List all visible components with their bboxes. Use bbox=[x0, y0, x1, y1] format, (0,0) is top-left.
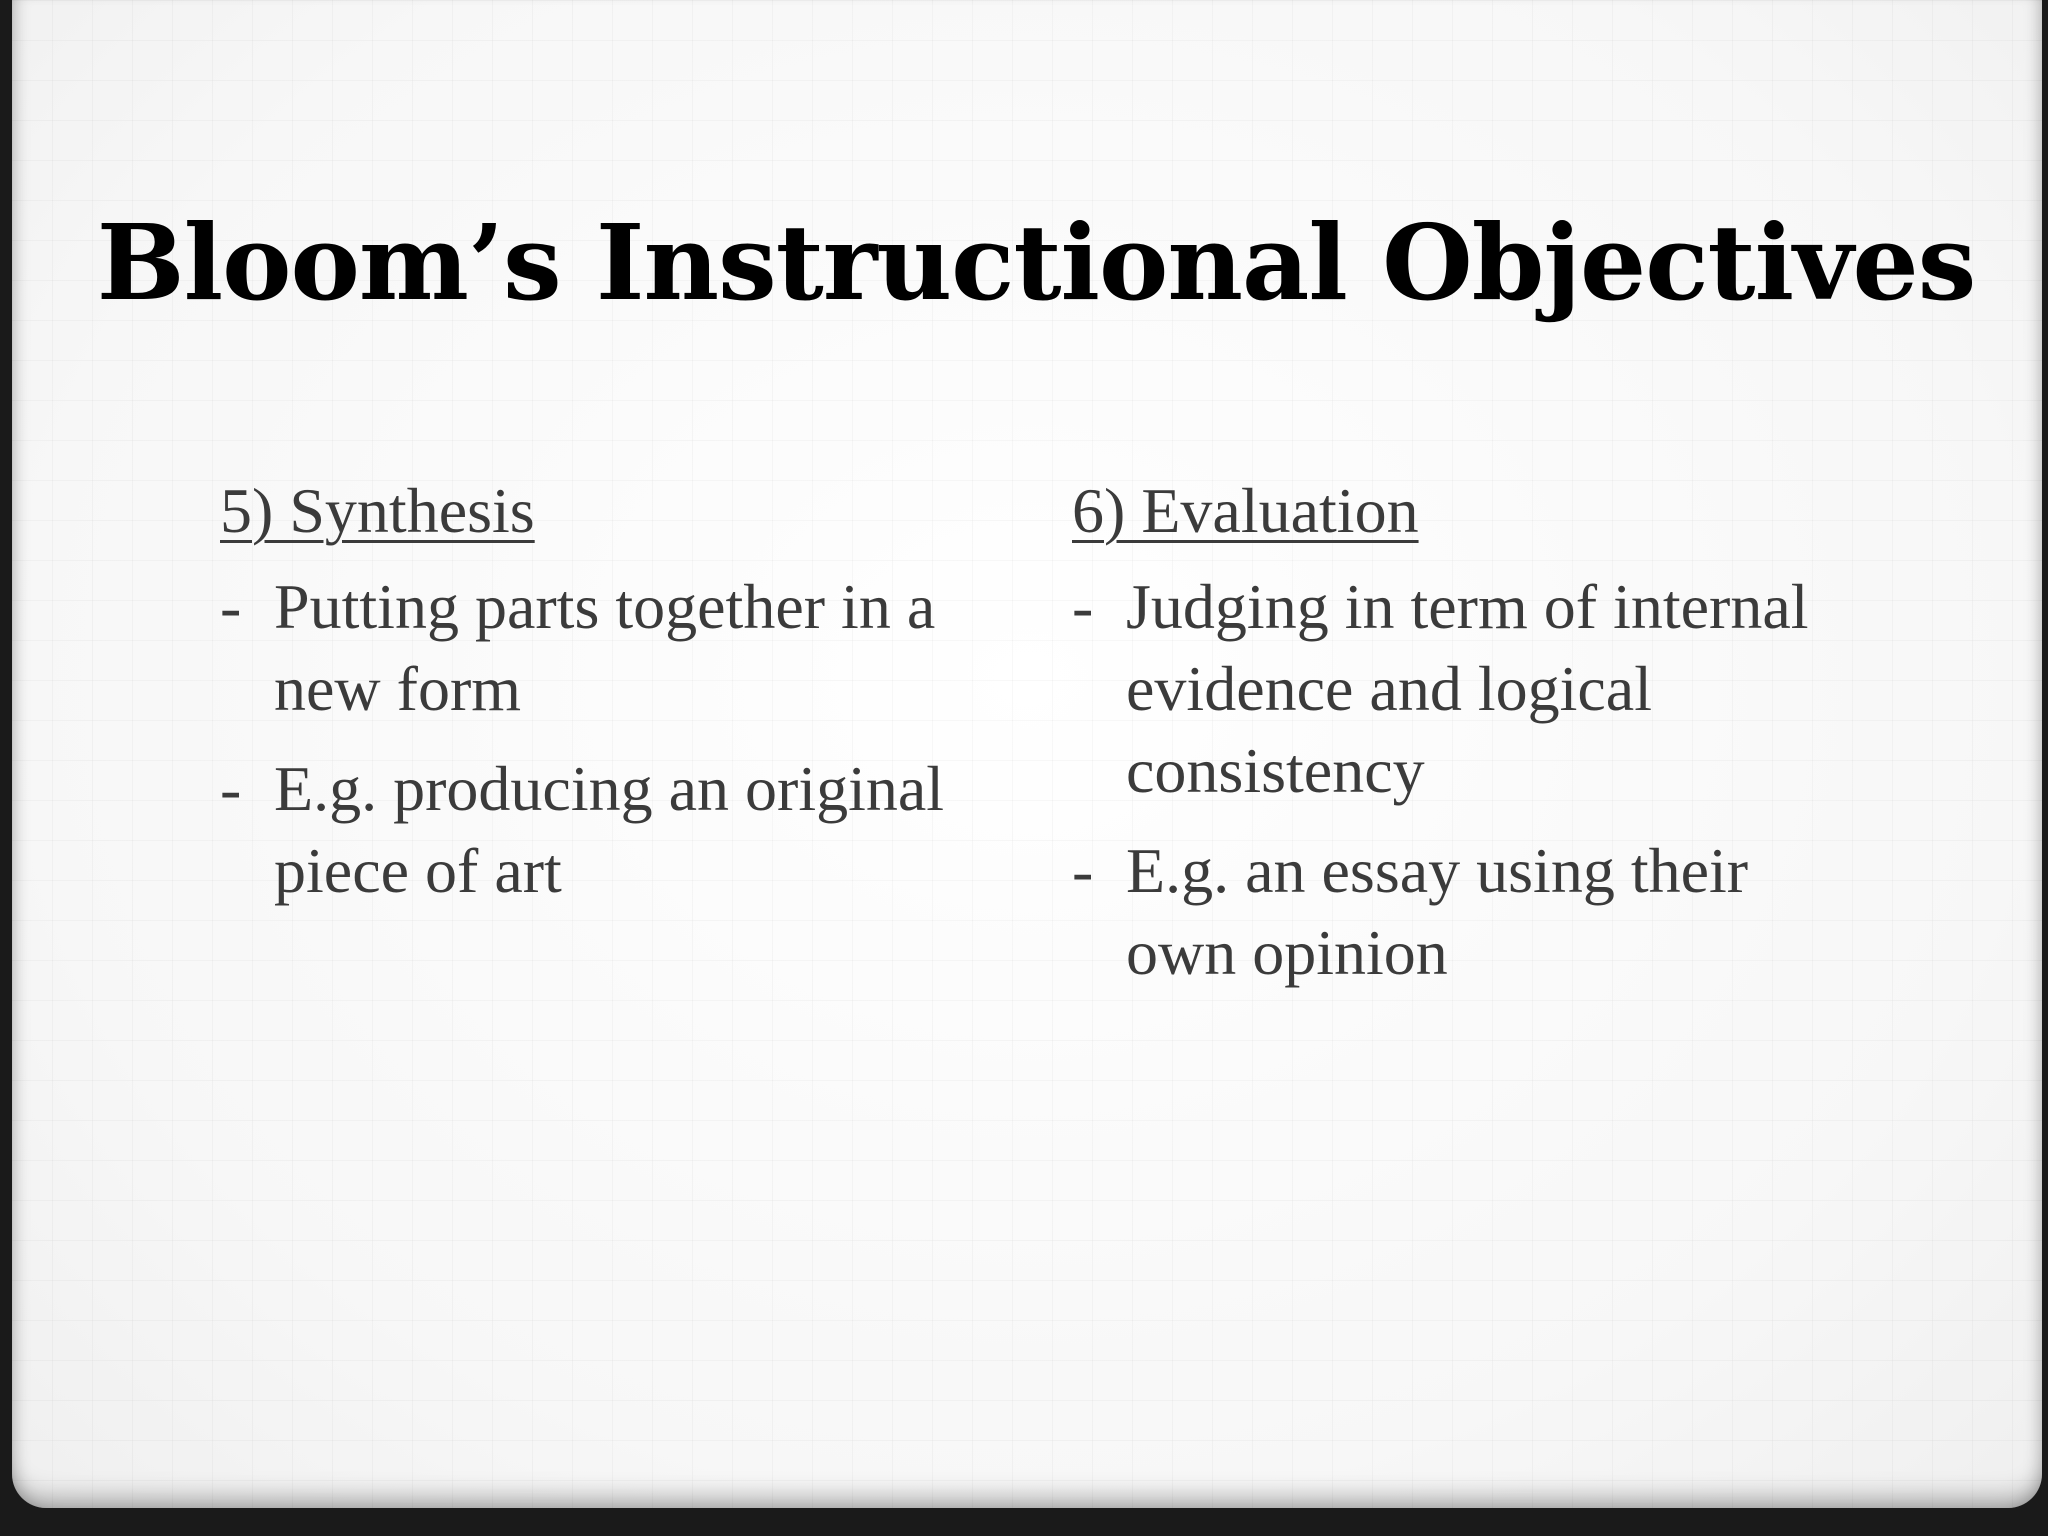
bullet-item bbox=[1072, 566, 1862, 812]
synthesis-bullet-list bbox=[220, 566, 1010, 912]
evaluation-column bbox=[1072, 470, 1862, 1012]
synthesis-heading: 5) Synthesis bbox=[220, 475, 535, 546]
bullet-item bbox=[220, 748, 1010, 912]
bullet-text: E.g. producing an original piece of art bbox=[274, 753, 945, 906]
synthesis-column bbox=[220, 470, 1010, 930]
bullet-text: Judging in term of internal evidence and logical consistency bbox=[1126, 571, 1809, 806]
bullet-dash: - bbox=[220, 753, 242, 824]
slide bbox=[12, 0, 2042, 1508]
slide-title: Bloom’s Instructional Objectives bbox=[96, 201, 1976, 324]
bullet-dash: - bbox=[1072, 835, 1094, 906]
bullet-item bbox=[1072, 830, 1862, 994]
bullet-dash: - bbox=[1072, 571, 1094, 642]
bullet-text: E.g. an essay using their own opinion bbox=[1126, 835, 1749, 988]
bullet-dash: - bbox=[220, 571, 242, 642]
evaluation-heading: 6) Evaluation bbox=[1072, 475, 1419, 546]
bullet-item bbox=[220, 566, 1010, 730]
evaluation-bullet-list bbox=[1072, 566, 1862, 994]
bullet-text: Putting parts together in a new form bbox=[274, 571, 936, 724]
